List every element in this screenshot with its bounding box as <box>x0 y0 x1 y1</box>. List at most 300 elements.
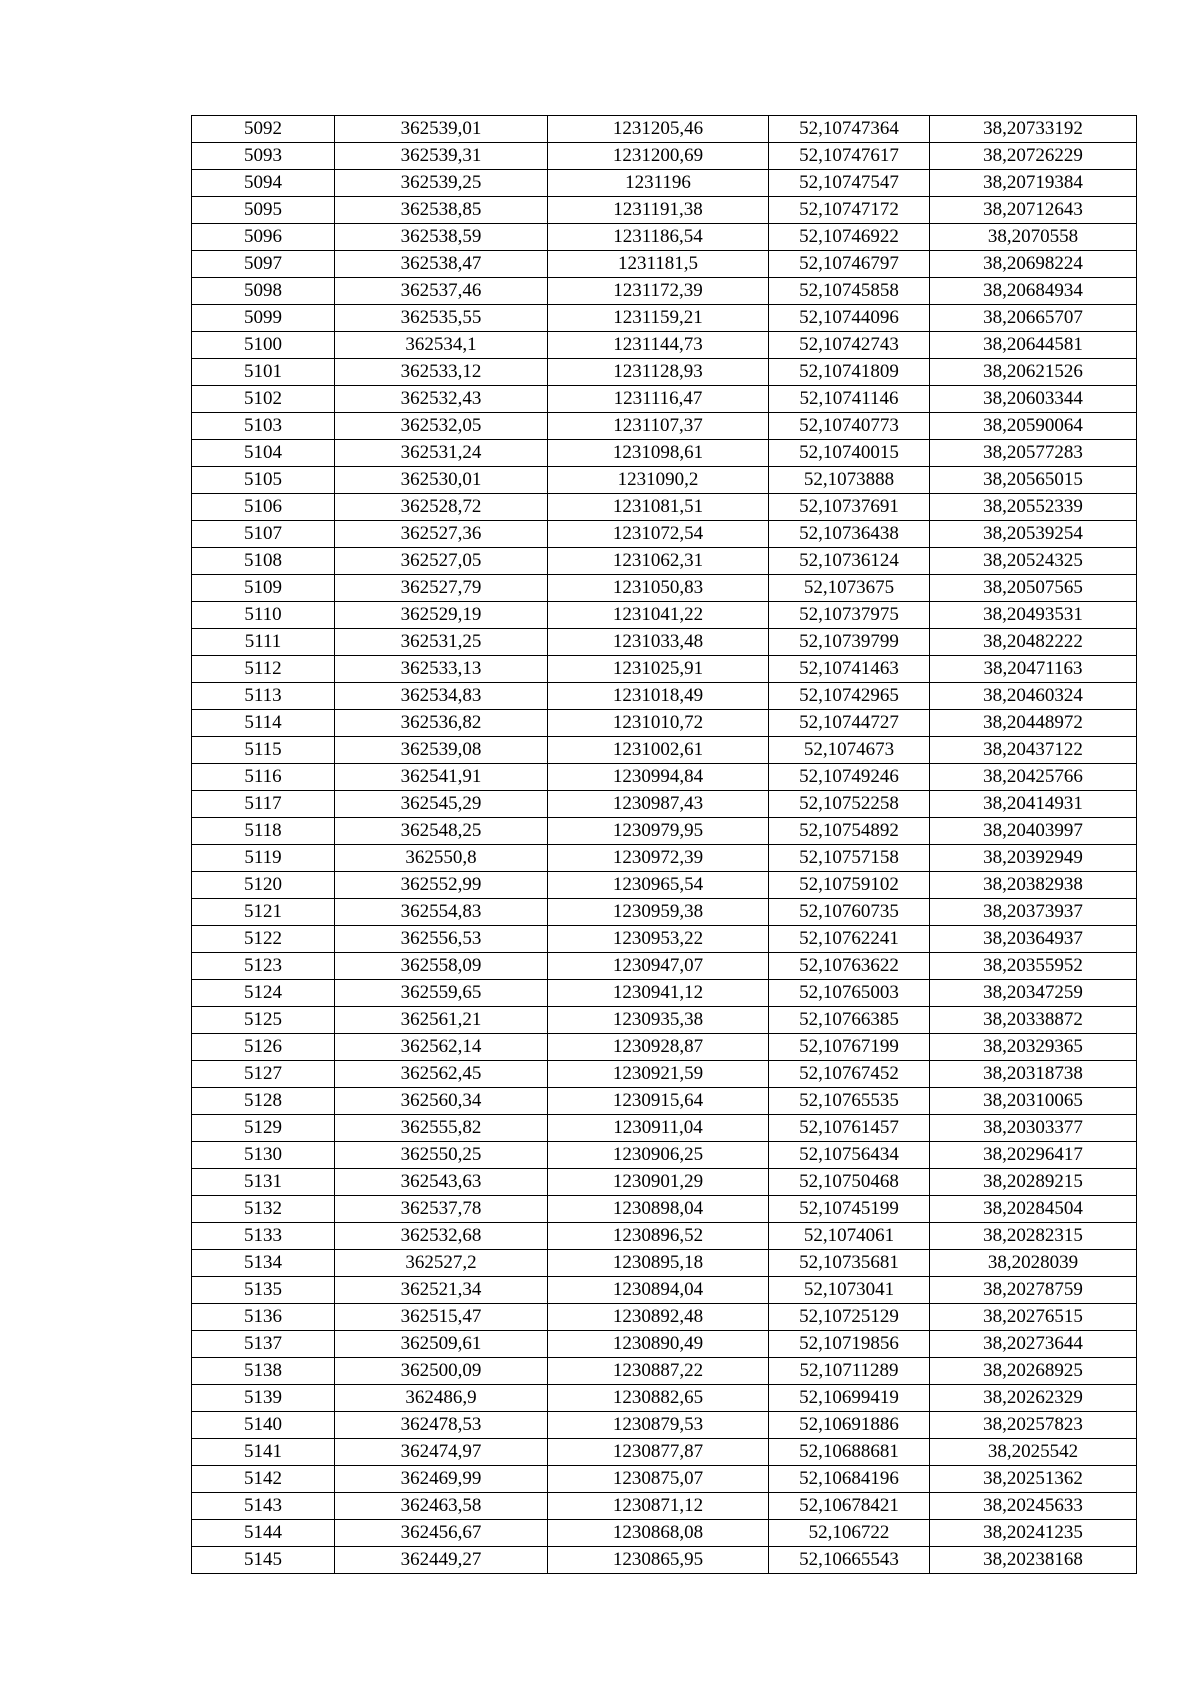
latitude-cell: 52,10691886 <box>769 1412 930 1439</box>
y-coordinate-cell: 1230959,38 <box>548 899 769 926</box>
x-coordinate-cell: 362560,34 <box>335 1088 548 1115</box>
y-coordinate-cell: 1230928,87 <box>548 1034 769 1061</box>
latitude-cell: 52,10699419 <box>769 1385 930 1412</box>
y-coordinate-cell: 1231081,51 <box>548 494 769 521</box>
y-coordinate-cell: 1230994,84 <box>548 764 769 791</box>
longitude-cell: 38,20712643 <box>930 197 1137 224</box>
y-coordinate-cell: 1231181,5 <box>548 251 769 278</box>
latitude-cell: 52,106722 <box>769 1520 930 1547</box>
longitude-cell: 38,20373937 <box>930 899 1137 926</box>
table-row <box>192 629 1137 656</box>
x-coordinate-cell: 362533,13 <box>335 656 548 683</box>
y-coordinate-cell: 1230875,07 <box>548 1466 769 1493</box>
x-coordinate-cell: 362543,63 <box>335 1169 548 1196</box>
point-number-cell: 5108 <box>192 548 335 575</box>
longitude-cell: 38,20303377 <box>930 1115 1137 1142</box>
x-coordinate-cell: 362456,67 <box>335 1520 548 1547</box>
table-row <box>192 737 1137 764</box>
table-row <box>192 494 1137 521</box>
longitude-cell: 38,2028039 <box>930 1250 1137 1277</box>
y-coordinate-cell: 1230882,65 <box>548 1385 769 1412</box>
longitude-cell: 38,20310065 <box>930 1088 1137 1115</box>
latitude-cell: 52,10756434 <box>769 1142 930 1169</box>
longitude-cell: 38,20460324 <box>930 683 1137 710</box>
x-coordinate-cell: 362555,82 <box>335 1115 548 1142</box>
table-row <box>192 1385 1137 1412</box>
x-coordinate-cell: 362532,43 <box>335 386 548 413</box>
latitude-cell: 52,10744096 <box>769 305 930 332</box>
longitude-cell: 38,20289215 <box>930 1169 1137 1196</box>
y-coordinate-cell: 1231191,38 <box>548 197 769 224</box>
x-coordinate-cell: 362531,24 <box>335 440 548 467</box>
latitude-cell: 52,1074673 <box>769 737 930 764</box>
table-row <box>192 197 1137 224</box>
longitude-cell: 38,20364937 <box>930 926 1137 953</box>
table-row <box>192 332 1137 359</box>
y-coordinate-cell: 1230898,04 <box>548 1196 769 1223</box>
point-number-cell: 5111 <box>192 629 335 656</box>
latitude-cell: 52,1073888 <box>769 467 930 494</box>
table-row <box>192 656 1137 683</box>
coordinates-table <box>191 115 1137 1574</box>
point-number-cell: 5115 <box>192 737 335 764</box>
x-coordinate-cell: 362562,45 <box>335 1061 548 1088</box>
y-coordinate-cell: 1230911,04 <box>548 1115 769 1142</box>
y-coordinate-cell: 1230921,59 <box>548 1061 769 1088</box>
y-coordinate-cell: 1231107,37 <box>548 413 769 440</box>
x-coordinate-cell: 362527,05 <box>335 548 548 575</box>
latitude-cell: 52,10752258 <box>769 791 930 818</box>
longitude-cell: 38,20507565 <box>930 575 1137 602</box>
point-number-cell: 5140 <box>192 1412 335 1439</box>
table-row <box>192 1304 1137 1331</box>
x-coordinate-cell: 362538,85 <box>335 197 548 224</box>
x-coordinate-cell: 362532,68 <box>335 1223 548 1250</box>
longitude-cell: 38,20414931 <box>930 791 1137 818</box>
table-row <box>192 1358 1137 1385</box>
y-coordinate-cell: 1231072,54 <box>548 521 769 548</box>
point-number-cell: 5099 <box>192 305 335 332</box>
x-coordinate-cell: 362545,29 <box>335 791 548 818</box>
table-row <box>192 1439 1137 1466</box>
point-number-cell: 5125 <box>192 1007 335 1034</box>
latitude-cell: 52,10745858 <box>769 278 930 305</box>
table-row <box>192 764 1137 791</box>
latitude-cell: 52,10684196 <box>769 1466 930 1493</box>
x-coordinate-cell: 362463,58 <box>335 1493 548 1520</box>
point-number-cell: 5128 <box>192 1088 335 1115</box>
point-number-cell: 5102 <box>192 386 335 413</box>
longitude-cell: 38,20539254 <box>930 521 1137 548</box>
x-coordinate-cell: 362537,46 <box>335 278 548 305</box>
table-row <box>192 1142 1137 1169</box>
longitude-cell: 38,20329365 <box>930 1034 1137 1061</box>
longitude-cell: 38,20482222 <box>930 629 1137 656</box>
table-row <box>192 845 1137 872</box>
table-row <box>192 386 1137 413</box>
longitude-cell: 38,20524325 <box>930 548 1137 575</box>
x-coordinate-cell: 362554,83 <box>335 899 548 926</box>
point-number-cell: 5100 <box>192 332 335 359</box>
table-row <box>192 170 1137 197</box>
longitude-cell: 38,20603344 <box>930 386 1137 413</box>
x-coordinate-cell: 362535,55 <box>335 305 548 332</box>
latitude-cell: 52,10746797 <box>769 251 930 278</box>
table-row <box>192 710 1137 737</box>
y-coordinate-cell: 1231002,61 <box>548 737 769 764</box>
longitude-cell: 38,20448972 <box>930 710 1137 737</box>
longitude-cell: 38,20245633 <box>930 1493 1137 1520</box>
point-number-cell: 5119 <box>192 845 335 872</box>
point-number-cell: 5137 <box>192 1331 335 1358</box>
y-coordinate-cell: 1231062,31 <box>548 548 769 575</box>
x-coordinate-cell: 362527,2 <box>335 1250 548 1277</box>
table-row <box>192 1061 1137 1088</box>
longitude-cell: 38,20282315 <box>930 1223 1137 1250</box>
latitude-cell: 52,1073041 <box>769 1277 930 1304</box>
table-row <box>192 1520 1137 1547</box>
x-coordinate-cell: 362539,08 <box>335 737 548 764</box>
point-number-cell: 5142 <box>192 1466 335 1493</box>
point-number-cell: 5097 <box>192 251 335 278</box>
table-row <box>192 467 1137 494</box>
latitude-cell: 52,10735681 <box>769 1250 930 1277</box>
table-row <box>192 1547 1137 1574</box>
x-coordinate-cell: 362556,53 <box>335 926 548 953</box>
latitude-cell: 52,10741146 <box>769 386 930 413</box>
latitude-cell: 52,10678421 <box>769 1493 930 1520</box>
latitude-cell: 52,10749246 <box>769 764 930 791</box>
point-number-cell: 5106 <box>192 494 335 521</box>
x-coordinate-cell: 362527,79 <box>335 575 548 602</box>
x-coordinate-cell: 362474,97 <box>335 1439 548 1466</box>
point-number-cell: 5101 <box>192 359 335 386</box>
point-number-cell: 5143 <box>192 1493 335 1520</box>
x-coordinate-cell: 362539,25 <box>335 170 548 197</box>
x-coordinate-cell: 362528,72 <box>335 494 548 521</box>
table-row <box>192 791 1137 818</box>
table-row <box>192 683 1137 710</box>
y-coordinate-cell: 1230865,95 <box>548 1547 769 1574</box>
latitude-cell: 52,10754892 <box>769 818 930 845</box>
latitude-cell: 52,10737975 <box>769 602 930 629</box>
latitude-cell: 52,10725129 <box>769 1304 930 1331</box>
table-row <box>192 413 1137 440</box>
latitude-cell: 52,10741463 <box>769 656 930 683</box>
point-number-cell: 5127 <box>192 1061 335 1088</box>
table-row <box>192 872 1137 899</box>
table-row <box>192 1277 1137 1304</box>
point-number-cell: 5092 <box>192 116 335 143</box>
longitude-cell: 38,20347259 <box>930 980 1137 1007</box>
y-coordinate-cell: 1230879,53 <box>548 1412 769 1439</box>
latitude-cell: 52,10711289 <box>769 1358 930 1385</box>
x-coordinate-cell: 362486,9 <box>335 1385 548 1412</box>
x-coordinate-cell: 362527,36 <box>335 521 548 548</box>
y-coordinate-cell: 1231050,83 <box>548 575 769 602</box>
longitude-cell: 38,20698224 <box>930 251 1137 278</box>
x-coordinate-cell: 362509,61 <box>335 1331 548 1358</box>
point-number-cell: 5129 <box>192 1115 335 1142</box>
x-coordinate-cell: 362469,99 <box>335 1466 548 1493</box>
longitude-cell: 38,20241235 <box>930 1520 1137 1547</box>
latitude-cell: 52,10746922 <box>769 224 930 251</box>
point-number-cell: 5135 <box>192 1277 335 1304</box>
latitude-cell: 52,10719856 <box>769 1331 930 1358</box>
longitude-cell: 38,20355952 <box>930 953 1137 980</box>
longitude-cell: 38,2070558 <box>930 224 1137 251</box>
point-number-cell: 5134 <box>192 1250 335 1277</box>
x-coordinate-cell: 362534,83 <box>335 683 548 710</box>
x-coordinate-cell: 362541,91 <box>335 764 548 791</box>
x-coordinate-cell: 362550,25 <box>335 1142 548 1169</box>
y-coordinate-cell: 1230868,08 <box>548 1520 769 1547</box>
table-row <box>192 305 1137 332</box>
table-row <box>192 1466 1137 1493</box>
latitude-cell: 52,10665543 <box>769 1547 930 1574</box>
point-number-cell: 5122 <box>192 926 335 953</box>
latitude-cell: 52,10757158 <box>769 845 930 872</box>
table-row <box>192 575 1137 602</box>
table-row <box>192 116 1137 143</box>
x-coordinate-cell: 362548,25 <box>335 818 548 845</box>
y-coordinate-cell: 1230877,87 <box>548 1439 769 1466</box>
point-number-cell: 5131 <box>192 1169 335 1196</box>
y-coordinate-cell: 1231172,39 <box>548 278 769 305</box>
latitude-cell: 52,1073675 <box>769 575 930 602</box>
longitude-cell: 38,20257823 <box>930 1412 1137 1439</box>
point-number-cell: 5139 <box>192 1385 335 1412</box>
x-coordinate-cell: 362538,47 <box>335 251 548 278</box>
x-coordinate-cell: 362558,09 <box>335 953 548 980</box>
latitude-cell: 52,10742743 <box>769 332 930 359</box>
point-number-cell: 5118 <box>192 818 335 845</box>
table-row <box>192 251 1137 278</box>
y-coordinate-cell: 1230890,49 <box>548 1331 769 1358</box>
y-coordinate-cell: 1230941,12 <box>548 980 769 1007</box>
longitude-cell: 38,20621526 <box>930 359 1137 386</box>
latitude-cell: 52,10742965 <box>769 683 930 710</box>
point-number-cell: 5112 <box>192 656 335 683</box>
longitude-cell: 38,20382938 <box>930 872 1137 899</box>
y-coordinate-cell: 1230906,25 <box>548 1142 769 1169</box>
point-number-cell: 5121 <box>192 899 335 926</box>
point-number-cell: 5095 <box>192 197 335 224</box>
table-row <box>192 224 1137 251</box>
longitude-cell: 38,20733192 <box>930 116 1137 143</box>
y-coordinate-cell: 1230972,39 <box>548 845 769 872</box>
point-number-cell: 5096 <box>192 224 335 251</box>
table-row <box>192 899 1137 926</box>
latitude-cell: 52,10750468 <box>769 1169 930 1196</box>
table-row <box>192 440 1137 467</box>
latitude-cell: 52,10767452 <box>769 1061 930 1088</box>
x-coordinate-cell: 362532,05 <box>335 413 548 440</box>
y-coordinate-cell: 1230935,38 <box>548 1007 769 1034</box>
point-number-cell: 5138 <box>192 1358 335 1385</box>
table-row <box>192 521 1137 548</box>
x-coordinate-cell: 362529,19 <box>335 602 548 629</box>
point-number-cell: 5093 <box>192 143 335 170</box>
longitude-cell: 38,20296417 <box>930 1142 1137 1169</box>
latitude-cell: 52,10736438 <box>769 521 930 548</box>
point-number-cell: 5145 <box>192 1547 335 1574</box>
longitude-cell: 38,20338872 <box>930 1007 1137 1034</box>
x-coordinate-cell: 362537,78 <box>335 1196 548 1223</box>
table-row <box>192 1223 1137 1250</box>
x-coordinate-cell: 362539,01 <box>335 116 548 143</box>
latitude-cell: 52,10737691 <box>769 494 930 521</box>
longitude-cell: 38,20251362 <box>930 1466 1137 1493</box>
point-number-cell: 5114 <box>192 710 335 737</box>
longitude-cell: 38,20238168 <box>930 1547 1137 1574</box>
x-coordinate-cell: 362552,99 <box>335 872 548 899</box>
x-coordinate-cell: 362521,34 <box>335 1277 548 1304</box>
longitude-cell: 38,20318738 <box>930 1061 1137 1088</box>
y-coordinate-cell: 1230965,54 <box>548 872 769 899</box>
longitude-cell: 38,20552339 <box>930 494 1137 521</box>
table-row <box>192 548 1137 575</box>
point-number-cell: 5107 <box>192 521 335 548</box>
x-coordinate-cell: 362536,82 <box>335 710 548 737</box>
latitude-cell: 52,10765003 <box>769 980 930 1007</box>
table-row <box>192 1250 1137 1277</box>
y-coordinate-cell: 1230896,52 <box>548 1223 769 1250</box>
x-coordinate-cell: 362500,09 <box>335 1358 548 1385</box>
latitude-cell: 52,10747547 <box>769 170 930 197</box>
longitude-cell: 38,20719384 <box>930 170 1137 197</box>
y-coordinate-cell: 1231090,2 <box>548 467 769 494</box>
y-coordinate-cell: 1231018,49 <box>548 683 769 710</box>
table-row <box>192 1493 1137 1520</box>
table-row <box>192 1115 1137 1142</box>
latitude-cell: 52,10767199 <box>769 1034 930 1061</box>
x-coordinate-cell: 362550,8 <box>335 845 548 872</box>
latitude-cell: 52,10747172 <box>769 197 930 224</box>
y-coordinate-cell: 1231196 <box>548 170 769 197</box>
point-number-cell: 5130 <box>192 1142 335 1169</box>
table-row <box>192 1169 1137 1196</box>
longitude-cell: 38,20665707 <box>930 305 1137 332</box>
longitude-cell: 38,20493531 <box>930 602 1137 629</box>
latitude-cell: 52,10741809 <box>769 359 930 386</box>
y-coordinate-cell: 1231159,21 <box>548 305 769 332</box>
latitude-cell: 52,10747617 <box>769 143 930 170</box>
longitude-cell: 38,20403997 <box>930 818 1137 845</box>
table-row <box>192 143 1137 170</box>
y-coordinate-cell: 1231098,61 <box>548 440 769 467</box>
point-number-cell: 5103 <box>192 413 335 440</box>
y-coordinate-cell: 1231144,73 <box>548 332 769 359</box>
table-row <box>192 602 1137 629</box>
x-coordinate-cell: 362531,25 <box>335 629 548 656</box>
latitude-cell: 52,10765535 <box>769 1088 930 1115</box>
longitude-cell: 38,20471163 <box>930 656 1137 683</box>
latitude-cell: 52,10744727 <box>769 710 930 737</box>
point-number-cell: 5098 <box>192 278 335 305</box>
table-row <box>192 1331 1137 1358</box>
x-coordinate-cell: 362478,53 <box>335 1412 548 1439</box>
point-number-cell: 5132 <box>192 1196 335 1223</box>
table-row <box>192 359 1137 386</box>
longitude-cell: 38,20276515 <box>930 1304 1137 1331</box>
latitude-cell: 52,10761457 <box>769 1115 930 1142</box>
y-coordinate-cell: 1230979,95 <box>548 818 769 845</box>
longitude-cell: 38,20577283 <box>930 440 1137 467</box>
longitude-cell: 38,2025542 <box>930 1439 1137 1466</box>
point-number-cell: 5123 <box>192 953 335 980</box>
y-coordinate-cell: 1231205,46 <box>548 116 769 143</box>
y-coordinate-cell: 1230953,22 <box>548 926 769 953</box>
longitude-cell: 38,20644581 <box>930 332 1137 359</box>
point-number-cell: 5105 <box>192 467 335 494</box>
latitude-cell: 52,10760735 <box>769 899 930 926</box>
y-coordinate-cell: 1231200,69 <box>548 143 769 170</box>
x-coordinate-cell: 362538,59 <box>335 224 548 251</box>
y-coordinate-cell: 1230892,48 <box>548 1304 769 1331</box>
point-number-cell: 5117 <box>192 791 335 818</box>
longitude-cell: 38,20684934 <box>930 278 1137 305</box>
y-coordinate-cell: 1230871,12 <box>548 1493 769 1520</box>
point-number-cell: 5120 <box>192 872 335 899</box>
point-number-cell: 5144 <box>192 1520 335 1547</box>
table-row <box>192 1412 1137 1439</box>
point-number-cell: 5094 <box>192 170 335 197</box>
table-row <box>192 980 1137 1007</box>
y-coordinate-cell: 1231033,48 <box>548 629 769 656</box>
point-number-cell: 5116 <box>192 764 335 791</box>
point-number-cell: 5141 <box>192 1439 335 1466</box>
x-coordinate-cell: 362562,14 <box>335 1034 548 1061</box>
point-number-cell: 5133 <box>192 1223 335 1250</box>
latitude-cell: 52,1074061 <box>769 1223 930 1250</box>
latitude-cell: 52,10763622 <box>769 953 930 980</box>
y-coordinate-cell: 1231128,93 <box>548 359 769 386</box>
latitude-cell: 52,10747364 <box>769 116 930 143</box>
table-row <box>192 1088 1137 1115</box>
longitude-cell: 38,20262329 <box>930 1385 1137 1412</box>
longitude-cell: 38,20590064 <box>930 413 1137 440</box>
point-number-cell: 5113 <box>192 683 335 710</box>
table-body <box>192 116 1137 1574</box>
point-number-cell: 5126 <box>192 1034 335 1061</box>
longitude-cell: 38,20273644 <box>930 1331 1137 1358</box>
y-coordinate-cell: 1231116,47 <box>548 386 769 413</box>
longitude-cell: 38,20425766 <box>930 764 1137 791</box>
table-row <box>192 926 1137 953</box>
y-coordinate-cell: 1230947,07 <box>548 953 769 980</box>
point-number-cell: 5109 <box>192 575 335 602</box>
table-row <box>192 818 1137 845</box>
longitude-cell: 38,20268925 <box>930 1358 1137 1385</box>
latitude-cell: 52,10762241 <box>769 926 930 953</box>
latitude-cell: 52,10745199 <box>769 1196 930 1223</box>
x-coordinate-cell: 362539,31 <box>335 143 548 170</box>
longitude-cell: 38,20284504 <box>930 1196 1137 1223</box>
longitude-cell: 38,20278759 <box>930 1277 1137 1304</box>
latitude-cell: 52,10688681 <box>769 1439 930 1466</box>
point-number-cell: 5124 <box>192 980 335 1007</box>
x-coordinate-cell: 362449,27 <box>335 1547 548 1574</box>
y-coordinate-cell: 1230894,04 <box>548 1277 769 1304</box>
longitude-cell: 38,20565015 <box>930 467 1137 494</box>
y-coordinate-cell: 1231010,72 <box>548 710 769 737</box>
longitude-cell: 38,20437122 <box>930 737 1137 764</box>
point-number-cell: 5136 <box>192 1304 335 1331</box>
y-coordinate-cell: 1230901,29 <box>548 1169 769 1196</box>
longitude-cell: 38,20392949 <box>930 845 1137 872</box>
point-number-cell: 5110 <box>192 602 335 629</box>
